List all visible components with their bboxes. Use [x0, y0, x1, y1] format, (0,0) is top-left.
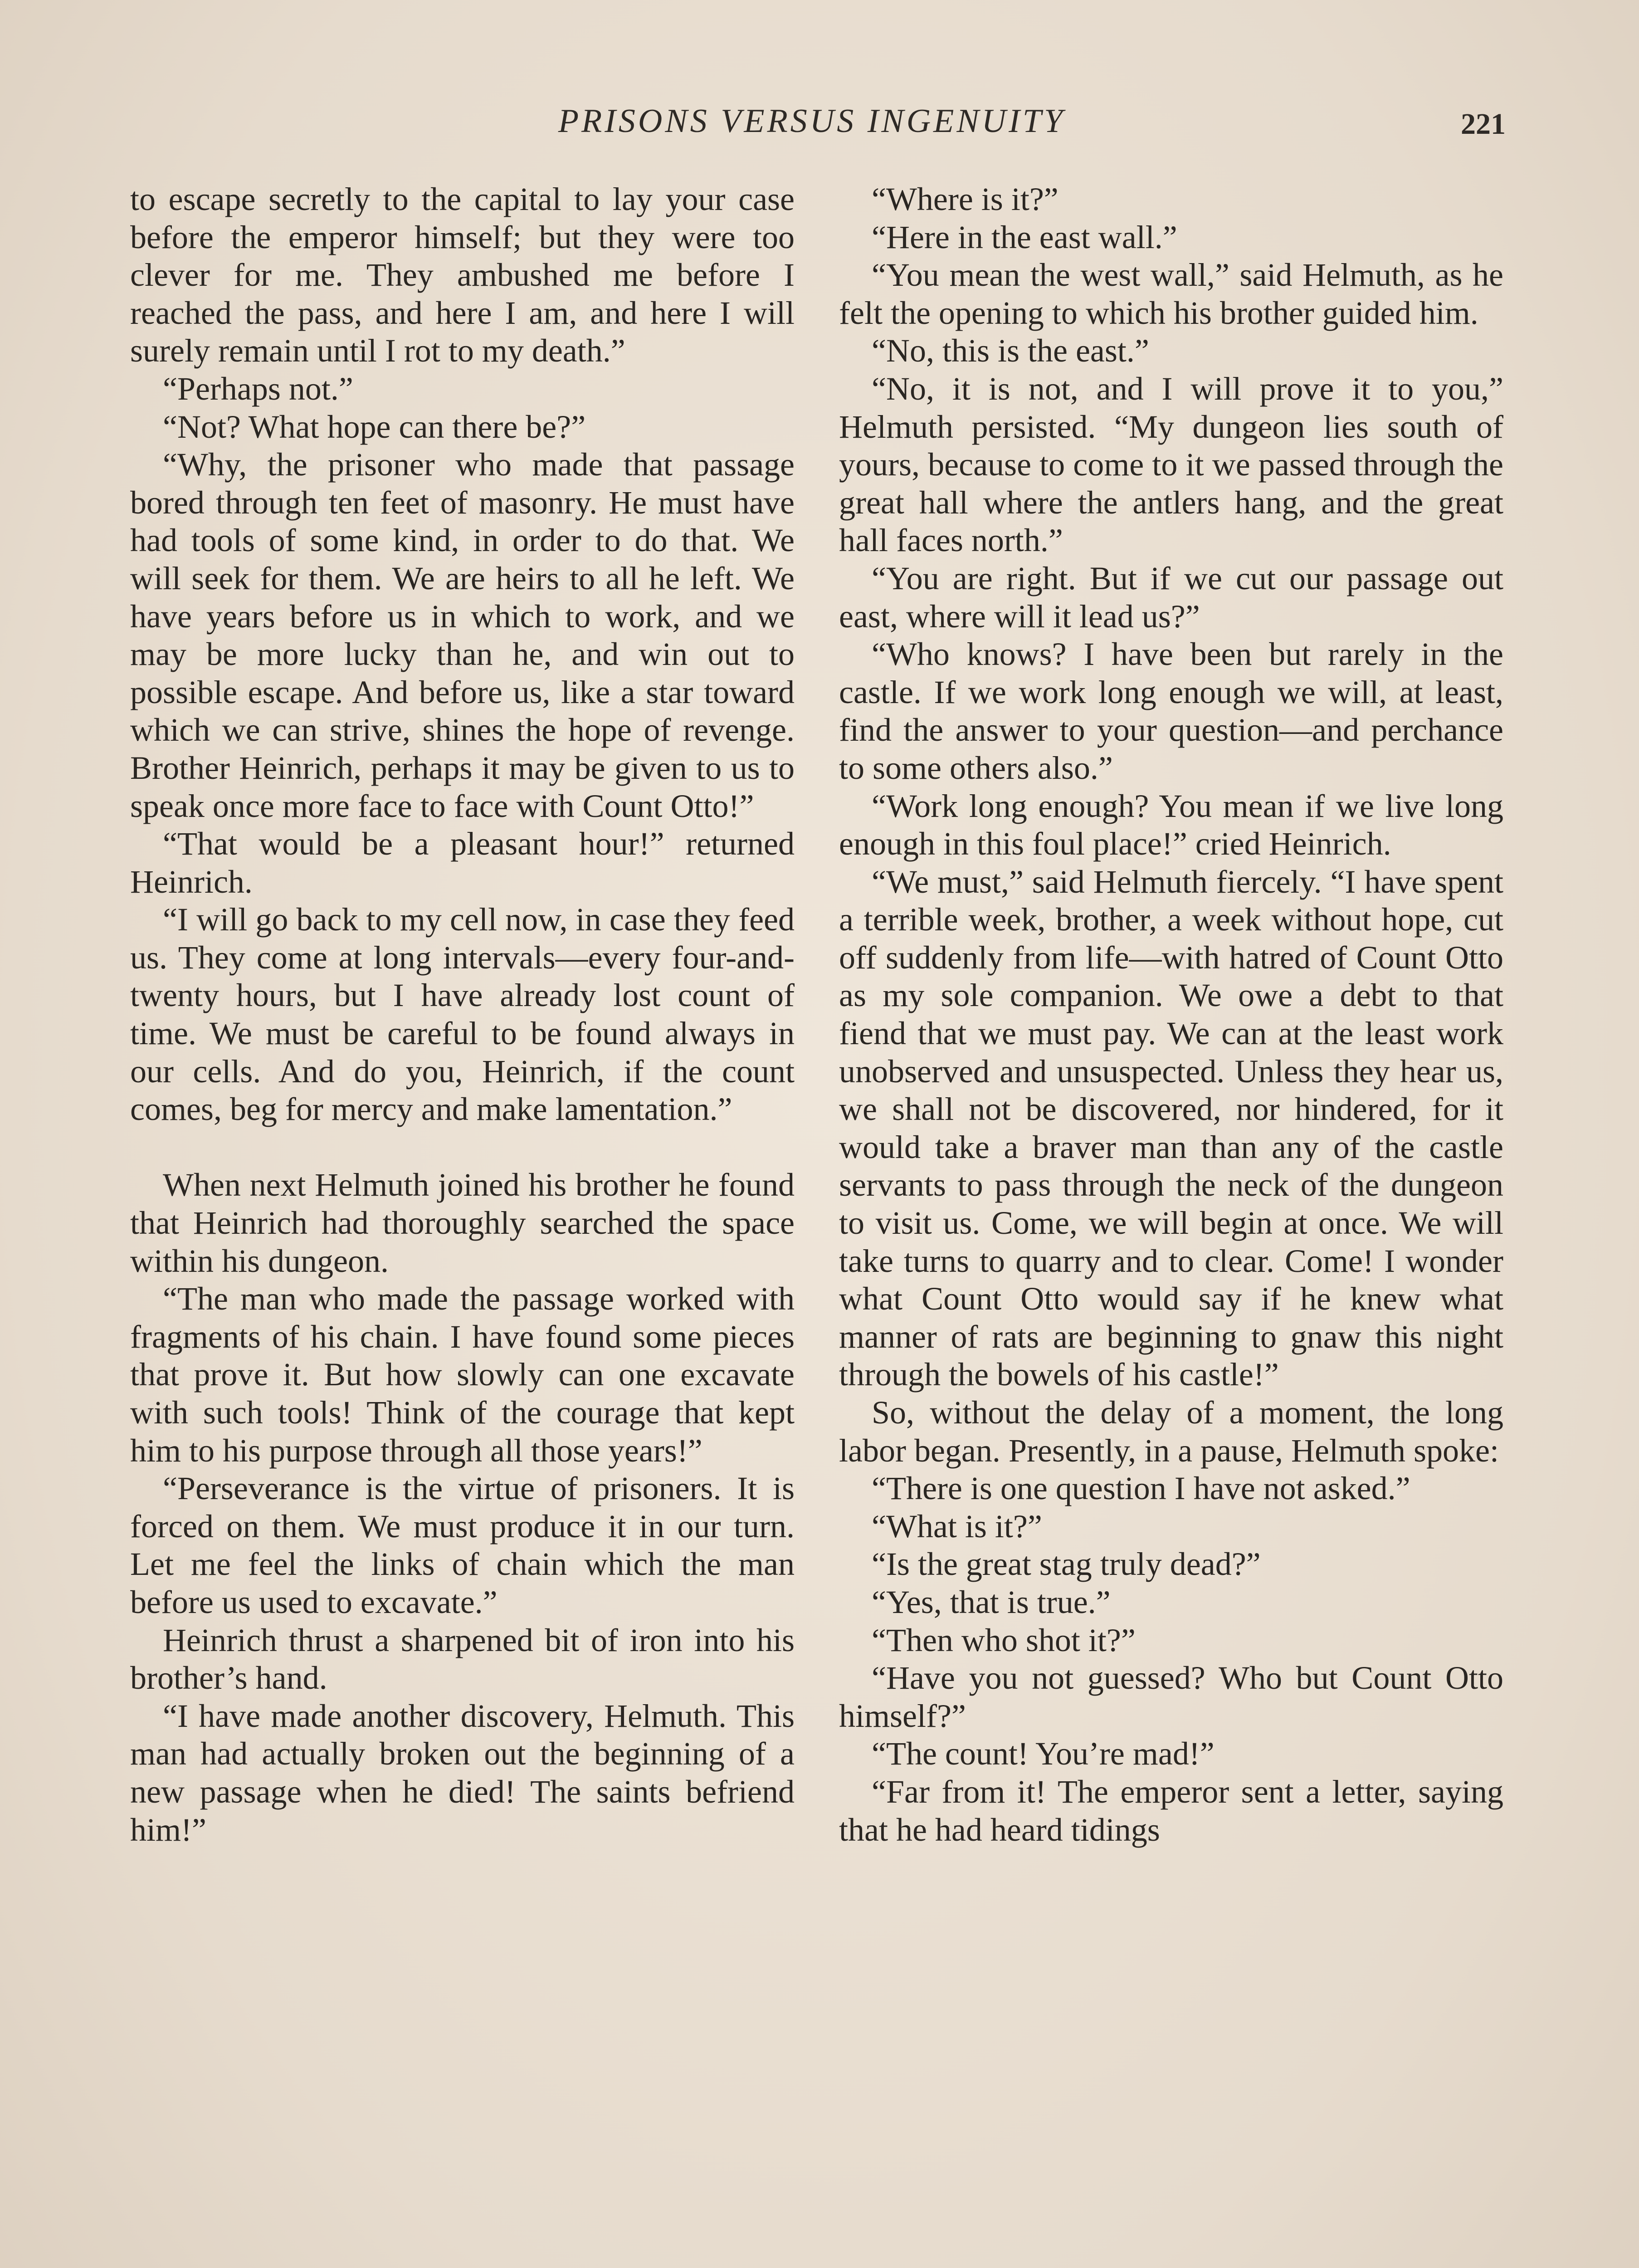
paragraph: “Is the great stag truly dead?”	[872, 1546, 1261, 1583]
paragraph: “Who knows? I have been but rarely in the castle. If we work long enough we will, at least, find the answer to your question—and perchance to some others also.”	[839, 636, 1503, 786]
paragraph: “Far from it! The emperor sent a letter, saying that he had heard tidings	[839, 1773, 1503, 1848]
paragraph: “Where is it?”	[872, 181, 1059, 217]
paragraph: “Not? What hope can there be?”	[163, 408, 586, 445]
paragraph: “No, it is not, and I will prove it to you,” Helmuth persisted. “My dungeon lies south of yours, because to come to it we passed through the great hall where the antlers hang, and the great hall faces north.”	[839, 370, 1503, 559]
left-column	[130, 181, 795, 1849]
paragraph: Heinrich thrust a sharpened bit of iron into his brother’s hand.	[130, 1622, 795, 1696]
paragraph: “Then who shot it?”	[872, 1622, 1136, 1658]
paragraph: “That would be a pleasant hour!” returned Heinrich.	[130, 826, 795, 900]
paragraph: “The count! You’re mad!”	[872, 1735, 1215, 1772]
paragraph: “You mean the west wall,” said Helmuth, as he felt the opening to which his brother guided him.	[839, 257, 1503, 331]
paragraph: “No, this is the east.”	[872, 332, 1149, 369]
paragraph: “I have made another discovery, Helmuth. This man had actually broken out the beginning of a new passage when he died! The saints befriend him!”	[130, 1697, 795, 1848]
paragraph: “Perhaps not.”	[163, 370, 353, 407]
paragraph: So, without the delay of a moment, the long labor began. Presently, in a pause, Helmuth spoke:	[839, 1394, 1503, 1469]
paragraph: “Here in the east wall.”	[872, 219, 1177, 255]
paragraph: “There is one question I have not asked.”	[872, 1470, 1410, 1507]
paragraph: “Work long enough? You mean if we live long enough in this foul place!” cried Heinrich.	[839, 787, 1503, 862]
paragraph: “Why, the prisoner who made that passage bored through ten feet of masonry. He must have had tools of some kind, in order to do that. We will seek for them. We are heirs to all he left. We have years before us in which to work, and we may be more lucky than he, and win out to possible escape. And before us, like a star toward which we can strive, shines the hope of revenge. Brother Heinrich, perhaps it may be given to us to speak once more face to face with Count Otto!”	[130, 446, 795, 824]
paragraph: to escape secretly to the capital to lay your case before the emperor himself; but they were too clever for me. They ambushed me before I reached the pass, and here I am, and here I will surely remain until I rot to my death.”	[130, 181, 795, 369]
paragraph: When next Helmuth joined his brother he found that Heinrich had thoroughly searched the space within his dungeon.	[130, 1167, 795, 1279]
paragraph: “The man who made the passage worked with fragments of his chain. I have found some pieces that prove it. But how slowly can one excavate with such tools! Think of the courage that kept him to his purpose through all those years!”	[130, 1281, 795, 1469]
running-title: PRISONS VERSUS INGENUITY	[558, 103, 1066, 140]
paragraph: “Have you not guessed? Who but Count Otto himself?”	[839, 1660, 1503, 1734]
paragraph: “I will go back to my cell now, in case they feed us. They come at long intervals—every four-and-twenty hours, but I have already lost count of time. We must be careful to be found always in our cells. And do you, Heinrich, if the count comes, beg for mercy and make lamentation.”	[130, 901, 795, 1128]
paragraph: “Perseverance is the virtue of prisoners. It is forced on them. We must produce it in our turn. Let me feel the links of chain which the man before us used to excavate.”	[130, 1470, 795, 1620]
paragraph: “Yes, that is true.”	[872, 1584, 1111, 1620]
paragraph: “You are right. But if we cut our passage out east, where will it lead us?”	[839, 560, 1503, 635]
paragraph: “What is it?”	[872, 1508, 1042, 1545]
page-number: 221	[1461, 108, 1506, 141]
right-column	[839, 181, 1503, 1849]
paragraph: “We must,” said Helmuth fiercely. “I have spent a terrible week, brother, a week without hope, cut off suddenly from life—with hatred of Count Otto as my sole companion. We owe a debt to that fiend that we must pay. We can at the least work unobserved and unsuspected. Unless they hear us, we shall not be discovered, nor hindered, for it would take a braver man than any of the castle servants to pass through the neck of the dungeon to visit us. Come, we will begin at once. We will take turns to quarry and to clear. Come! I wonder what Count Otto would say if he knew what manner of rats are beginning to gnaw this night through the bowels of his castle!”	[839, 863, 1503, 1393]
